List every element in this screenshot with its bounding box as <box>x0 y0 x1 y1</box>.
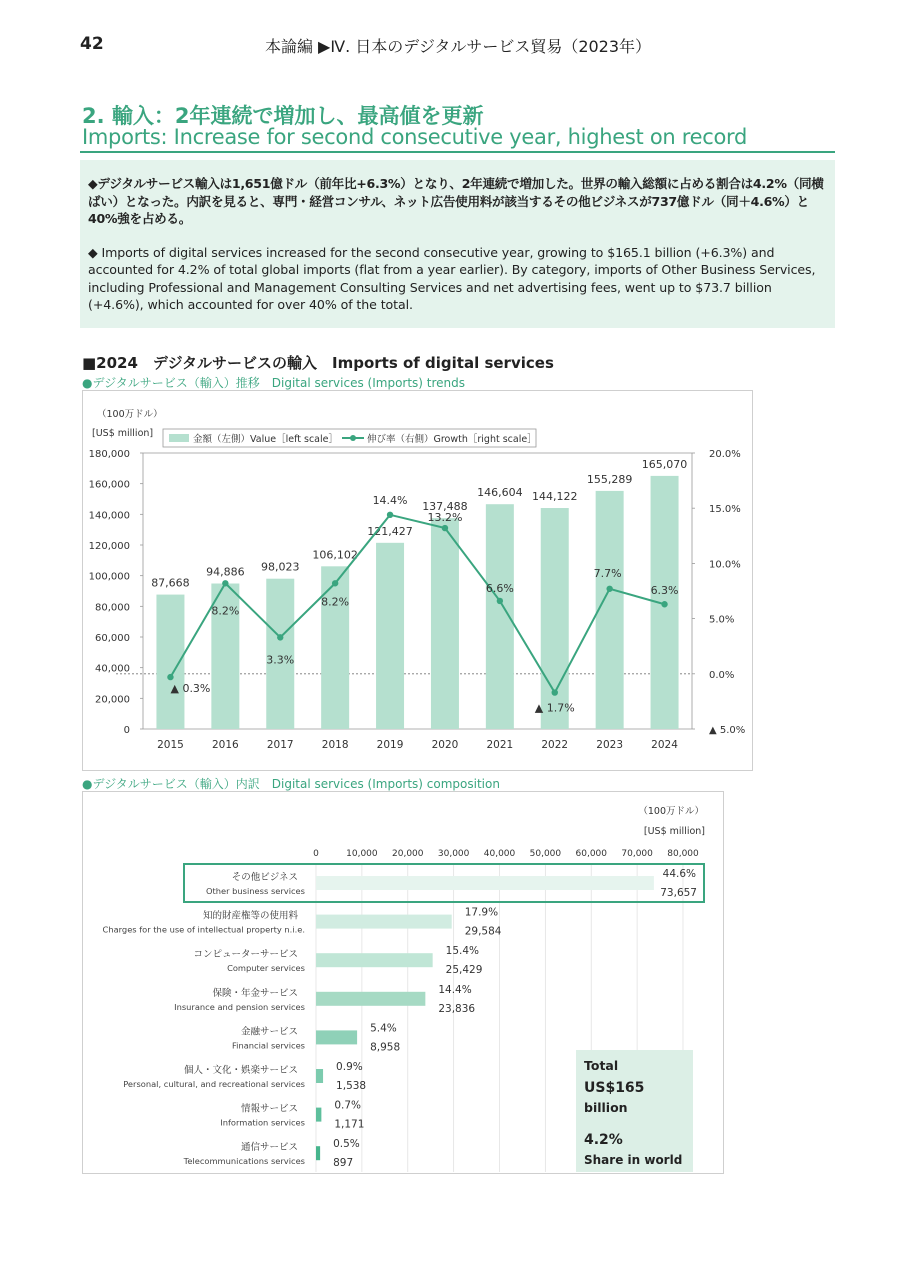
unit-label-en: [US$ million] <box>643 826 705 837</box>
growth-label: 7.7% <box>593 566 622 580</box>
share-label: 14.4% <box>438 983 472 996</box>
summary-ja: ◆デジタルサービス輸入は1,651億ドル（前年比+6.3%）となり、2年連続で増加した。世界の輸入総額に占める割合は4.2%（同横ばい）となった。内訳を見ると、専門・経営コンサル、ネット広告使用料が該当するその他ビジネスが737億ドル（同＋4.6%）と40%強を占める。 <box>88 176 824 226</box>
x-tick-label: 2016 <box>211 739 239 751</box>
category-label-ja: その他ビジネス <box>231 872 298 883</box>
x-tick-label: 2023 <box>596 739 624 751</box>
x-tick-label: 0 <box>313 849 319 859</box>
section-title-en: Imports: Increase for second consecutive year, highest on record <box>82 125 748 149</box>
total-label: Total <box>584 1058 619 1073</box>
category-label-en: Computer services <box>227 963 305 974</box>
right-tick-label: ▲ 5.0% <box>709 725 746 736</box>
bar-value-label: 137,488 <box>422 500 468 514</box>
category-label-ja: コンピューターサービス <box>193 949 298 961</box>
bar-value-label: 155,289 <box>586 472 633 486</box>
title-underline <box>80 151 835 153</box>
summary-box <box>80 160 835 328</box>
category-label-en: Financial services <box>231 1040 305 1051</box>
growth-label: ▲ 1.7% <box>534 701 575 715</box>
x-tick-label: 2015 <box>157 739 184 751</box>
share-label: 0.9% <box>336 1061 363 1073</box>
page-number: 42 <box>80 34 104 54</box>
left-tick-label: 160,000 <box>88 479 130 491</box>
unit-label-ja: （100万ドル） <box>638 806 704 817</box>
right-tick-label: 5.0% <box>709 614 735 626</box>
legend-bar-swatch <box>169 434 189 442</box>
category-label-ja: 知的財産権等の使用料 <box>202 910 298 922</box>
value-label: 29,584 <box>464 925 502 938</box>
section-title-ja: 2. 輸入：2年連続で増加し、最高値を更新 <box>82 104 484 128</box>
right-tick-label: 10.0% <box>709 559 741 571</box>
growth-point <box>277 634 283 640</box>
growth-point <box>222 580 228 586</box>
category-bar <box>316 915 452 929</box>
growth-label: 6.3% <box>650 584 679 598</box>
share-label: 15.4% <box>445 945 480 958</box>
value-label: 897 <box>333 1157 354 1170</box>
value-bar <box>376 543 404 729</box>
composition-chart-subtitle: ●デジタルサービス（輸入）内訳 Digital services (Imports) composition <box>82 777 500 791</box>
x-tick-label: 2022 <box>541 739 569 751</box>
x-tick-label: 20,000 <box>392 849 424 859</box>
growth-point <box>661 601 667 607</box>
growth-label: 6.6% <box>485 581 514 595</box>
left-tick-label: 140,000 <box>88 510 130 522</box>
growth-label: 3.3% <box>266 653 295 667</box>
x-tick-label: 50,000 <box>529 849 562 859</box>
category-label-en: Information services <box>220 1117 305 1128</box>
category-label-ja: 個人・文化・娯楽サービス <box>183 1065 298 1076</box>
growth-point <box>167 674 173 680</box>
category-bar <box>316 992 425 1006</box>
growth-line <box>170 515 664 696</box>
category-label-en: Personal, cultural, and recreational services <box>123 1079 305 1089</box>
x-tick-label: 70,000 <box>621 849 653 859</box>
bar-value-label: 87,668 <box>151 576 190 590</box>
x-tick-label: 2024 <box>651 739 678 751</box>
x-tick-label: 10,000 <box>346 849 378 859</box>
unit-label-en: [US$ million] <box>92 428 154 439</box>
bar-value-label: 146,604 <box>477 486 523 500</box>
left-tick-label: 40,000 <box>95 663 130 675</box>
category-bar <box>316 1146 320 1160</box>
trend-chart <box>83 391 752 770</box>
left-tick-label: 120,000 <box>88 541 130 552</box>
x-tick-label: 2018 <box>321 739 349 751</box>
x-tick-label: 2017 <box>266 739 294 751</box>
growth-point <box>497 598 503 604</box>
bar-value-label: 121,427 <box>367 524 413 538</box>
growth-point <box>332 580 338 586</box>
x-tick-label: 2020 <box>431 739 459 751</box>
value-label: 1,171 <box>334 1118 365 1131</box>
category-bar <box>316 953 433 967</box>
category-bar <box>316 1108 321 1122</box>
right-tick-label: 15.0% <box>709 504 741 516</box>
growth-label: 13.2% <box>427 511 463 525</box>
x-tick-label: 40,000 <box>483 849 516 859</box>
growth-point <box>552 689 558 695</box>
right-tick-label: 0.0% <box>709 669 735 681</box>
left-tick-label: 100,000 <box>88 571 130 583</box>
bar-value-label: 98,023 <box>261 560 300 574</box>
total-unit: billion <box>584 1100 628 1115</box>
x-tick-label: 80,000 <box>667 849 699 859</box>
growth-label: 14.4% <box>372 493 408 507</box>
left-tick-label: 20,000 <box>95 694 130 706</box>
category-label-ja: 通信サービス <box>240 1142 298 1154</box>
left-tick-label: 80,000 <box>95 602 130 614</box>
share-label: 17.9% <box>464 906 499 919</box>
category-label-en: Insurance and pension services <box>174 1001 305 1012</box>
left-tick-label: 180,000 <box>88 449 130 460</box>
share-label: 0.7% <box>334 1099 362 1112</box>
category-label-en: Charges for the use of intellectual property n.i.e. <box>102 924 305 935</box>
value-bar <box>593 491 624 729</box>
value-bar <box>431 518 459 729</box>
category-label-ja: 金融サービス <box>240 1026 298 1038</box>
category-label-ja: 情報サービス <box>240 1103 298 1115</box>
legend-line-marker <box>350 435 356 441</box>
growth-point <box>606 586 612 592</box>
category-label-en: Other business services <box>205 886 305 896</box>
right-tick-label: 20.0% <box>709 449 741 460</box>
x-tick-label: 60,000 <box>575 849 607 859</box>
total-value: US$165 <box>584 1080 645 1096</box>
bar-value-label: 165,070 <box>641 457 688 471</box>
value-label: 23,836 <box>438 1002 476 1015</box>
value-bar <box>541 508 569 729</box>
x-tick-label: 2021 <box>486 739 514 751</box>
growth-point <box>387 512 393 518</box>
world-share-value: 4.2% <box>584 1132 623 1148</box>
growth-label: 8.2% <box>321 595 350 609</box>
value-label: 8,958 <box>370 1041 401 1054</box>
share-label: 5.4% <box>370 1022 397 1035</box>
bar-value-label: 106,102 <box>312 548 358 562</box>
composition-chart <box>83 792 723 1173</box>
running-header: 本論編 ▶Ⅳ. 日本のデジタルサービス貿易（2023年） <box>264 37 652 56</box>
legend-line-label: 伸び率（右側）Growth［right scale］ <box>367 434 537 445</box>
category-bar <box>316 1069 323 1083</box>
x-tick-label: 2019 <box>376 739 404 751</box>
value-label: 1,538 <box>336 1080 367 1092</box>
value-label: 25,429 <box>445 964 483 977</box>
trend-chart-panel <box>82 390 753 771</box>
left-tick-label: 60,000 <box>95 633 130 644</box>
unit-label-ja: （100万ドル） <box>97 409 163 420</box>
bar-value-label: 144,122 <box>532 490 578 504</box>
value-label: 73,657 <box>660 887 697 899</box>
composition-chart-panel <box>82 791 724 1174</box>
trend-chart-subtitle: ●デジタルサービス（輸入）推移 Digital services (Imports) trends <box>82 376 466 390</box>
left-tick-label: 0 <box>123 725 130 736</box>
growth-label: 8.2% <box>211 604 240 618</box>
bar-value-label: 94,886 <box>206 565 245 579</box>
category-label-ja: 保険・年金サービス <box>212 987 298 999</box>
share-label: 44.6% <box>662 868 696 880</box>
world-share-label: Share in world <box>584 1153 683 1167</box>
x-tick-label: 30,000 <box>437 849 470 859</box>
summary-en: ◆ Imports of digital services increased for the second consecutive year, growing to $165.1 billion (+6.3%) and accounted for 4.2% of total global imports (flat from a year earlier). By category, imports of Other Business Services, including Professional and Management Consulting Services and net advertising fees, went up to $73.7 billion (+4.6%), which accounted for over 40% of the total. <box>88 244 816 312</box>
legend-bar-label: 金額（左側）Value［left scale］ <box>193 434 338 445</box>
category-bar <box>316 876 654 890</box>
growth-label: ▲ 0.3% <box>170 682 211 696</box>
category-bar <box>316 1030 357 1044</box>
category-label-en: Telecommunications services <box>183 1156 305 1167</box>
chart-section-title: ■2024 デジタルサービスの輸入 Imports of digital services <box>82 354 554 372</box>
share-label: 0.5% <box>333 1138 360 1151</box>
growth-point <box>442 525 448 531</box>
value-bar <box>321 566 349 729</box>
